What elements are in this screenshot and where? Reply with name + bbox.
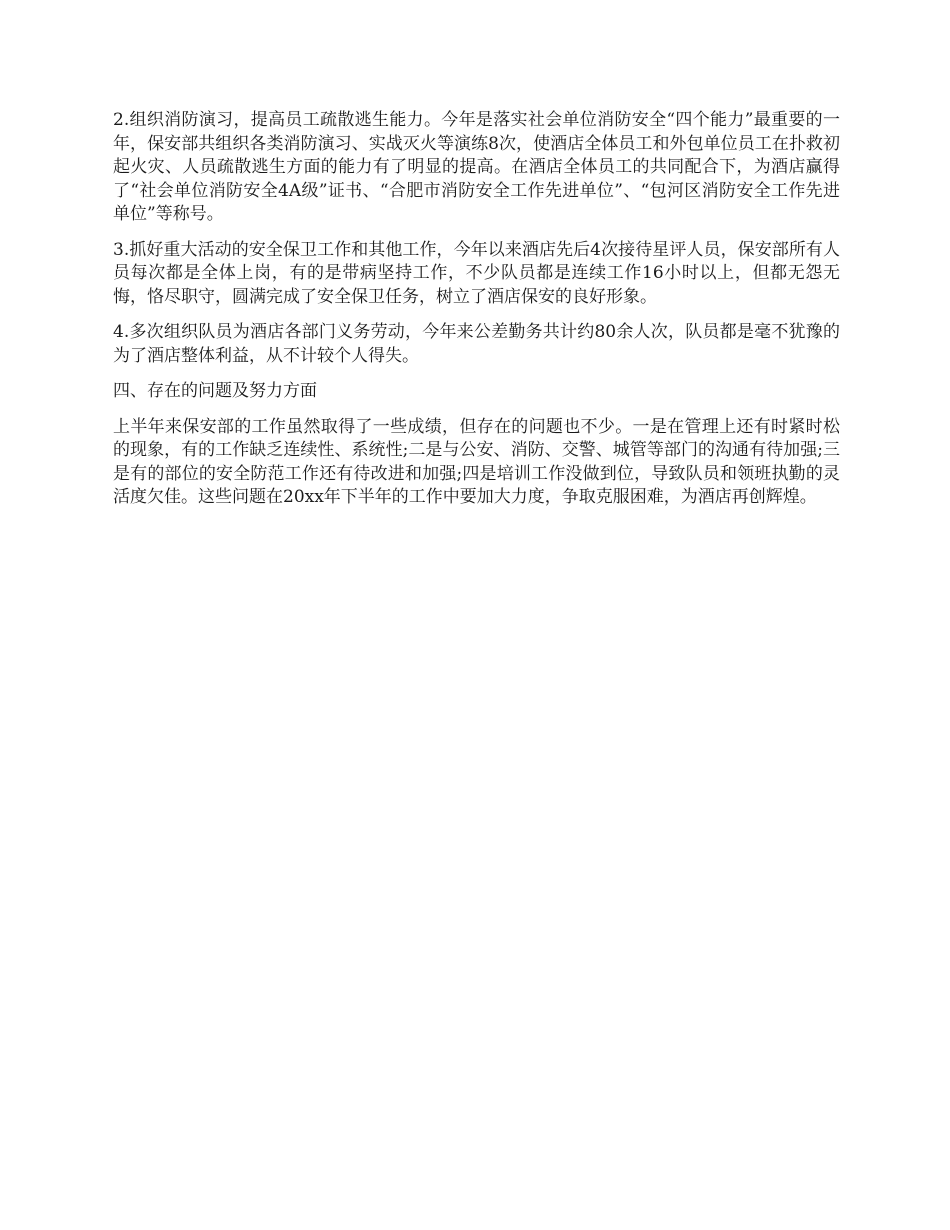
paragraph-problems: 上半年来保安部的工作虽然取得了一些成绩，但存在的问题也不少。一是在管理上还有时紧时松的现象，有的工作缺乏连续性、系统性;二是与公安、消防、交警、城管等部门的沟通有待加强;三是有的部位的安全防范工作还有待改进和加强;四是培训工作没做到位，导致队员和领班执勤的灵活度欠佳。这些问题在20xx年下半年的工作中要加大力度，争取克服困难，为酒店再创辉煌。 xyxy=(113,416,841,507)
paragraph-security-events: 3.抓好重大活动的安全保卫工作和其他工作，今年以来酒店先后4次接待星评人员，保安部所有人员每次都是全体上岗，有的是带病坚持工作，不少队员都是连续工作16小时以上，但都无怨无悔，恪尽职守，圆满完成了安全保卫任务，树立了酒店保安的良好形象。 xyxy=(113,239,840,307)
document-body xyxy=(113,109,840,522)
section-heading: 四、存在的问题及努力方面 xyxy=(113,381,317,401)
paragraph-fire-drill: 2.组织消防演习，提高员工疏散逃生能力。今年是落实社会单位消防安全“四个能力”最重要的一年，保安部共组织各类消防演习、实战灭火等演练8次，使酒店全体员工和外包单位员工在扑救初起火灾、人员疏散逃生方面的能力有了明显的提高。在酒店全体员工的共同配合下，为酒店赢得了“社会单位消防安全4A级”证书、“合肥市消防安全工作先进单位”、“包河区消防安全工作先进单位”等称号。 xyxy=(113,110,840,224)
paragraph-volunteer-labor: 4.多次组织队员为酒店各部门义务劳动，今年来公差勤务共计约80余人次，队员都是毫不犹豫的为了酒店整体利益，从不计较个人得失。 xyxy=(113,322,840,366)
